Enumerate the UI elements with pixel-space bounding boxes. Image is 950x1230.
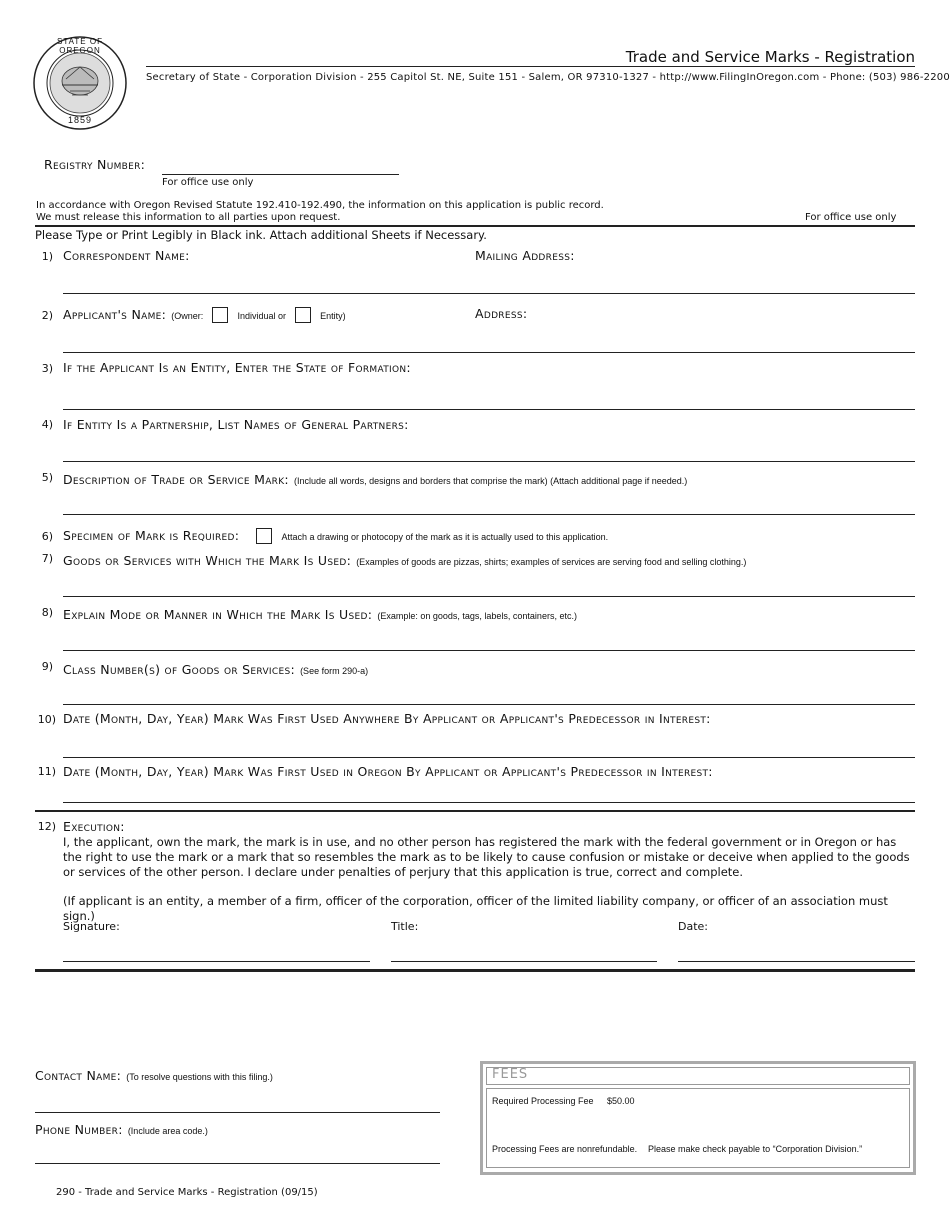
individual-checkbox[interactable]: [212, 307, 228, 323]
correspondent-name-label: Correspondent Name:: [63, 248, 190, 263]
contact-name-field[interactable]: [35, 1112, 440, 1113]
statute-line-2: We must release this information to all parties upon request.: [36, 212, 341, 223]
description-row: [63, 469, 687, 488]
title-label: Title:: [391, 920, 419, 933]
entity-checkbox[interactable]: [295, 307, 311, 323]
item-10-number: 10): [37, 713, 56, 726]
item-3-number: 3): [41, 362, 53, 375]
execution-top-rule: [35, 810, 915, 812]
applicant-name-row: [63, 304, 346, 323]
class-number-field[interactable]: [63, 704, 915, 705]
description-label: Description of Trade or Service Mark:: [63, 472, 289, 487]
class-number-row: [63, 659, 368, 678]
title-field[interactable]: [391, 961, 657, 962]
phone-number-field[interactable]: [35, 1163, 440, 1164]
required-fee-amount: $50.00: [607, 1096, 635, 1106]
execution-label: Execution:: [63, 819, 125, 834]
statute-line-1: In accordance with Oregon Revised Statute 192.410-192.490, the information on this application is public record.: [36, 200, 604, 211]
specimen-checkbox[interactable]: [256, 528, 272, 544]
fees-payable: Please make check payable to “Corporation Division.”: [648, 1144, 863, 1154]
description-note: (Include all words, designs and borders that comprise the mark) (Attach additional page if needed.): [294, 476, 688, 486]
phone-number-note: (Include area code.): [127, 1126, 208, 1136]
item-6-number: 6): [41, 530, 53, 543]
signature-field[interactable]: [63, 961, 370, 962]
goods-services-label: Goods or Services with Which the Mark Is Used:: [63, 553, 352, 568]
general-partners-field[interactable]: [63, 461, 915, 462]
state-of-formation-label: If the Applicant Is an Entity, Enter the State of Formation:: [63, 360, 411, 375]
office-use-note: For office use only: [805, 212, 897, 223]
seal-top-text: STATE OF OREGON: [57, 37, 103, 55]
contact-name-label: Contact Name:: [35, 1068, 122, 1083]
oregon-seal: [32, 35, 128, 131]
item-1-number: 1): [41, 250, 53, 263]
owner-label: (Owner:: [171, 311, 204, 321]
registry-office-note: For office use only: [162, 177, 254, 188]
first-used-oregon-field[interactable]: [63, 802, 915, 803]
mode-manner-field[interactable]: [63, 650, 915, 651]
individual-label: Individual or: [237, 311, 286, 321]
first-used-anywhere-field[interactable]: [63, 757, 915, 758]
item-9-number: 9): [41, 660, 53, 673]
execution-signer-note: (If applicant is an entity, a member of a firm, officer of the corporation, officer of the limited liability company, or officer of an association must sign.): [63, 894, 888, 923]
fees-header-box: [486, 1067, 910, 1085]
mode-manner-note: (Example: on goods, tags, labels, containers, etc.): [377, 611, 577, 621]
item-5-number: 5): [41, 471, 53, 484]
form-title: Trade and Service Marks - Registration: [625, 48, 915, 66]
top-rule: [35, 225, 915, 227]
applicant-name-label: Applicant's Name:: [63, 307, 167, 322]
item-4-number: 4): [41, 418, 53, 431]
contact-name-note: (To resolve questions with this filing.): [126, 1072, 273, 1082]
title-rule: [146, 66, 915, 67]
class-number-note: (See form 290-a): [300, 666, 369, 676]
description-field[interactable]: [63, 514, 915, 515]
specimen-row: [63, 525, 608, 544]
item-7-number: 7): [41, 552, 53, 565]
registry-number-label: Registry Number:: [44, 157, 146, 172]
date-field[interactable]: [678, 961, 915, 962]
signature-label: Signature:: [63, 920, 120, 933]
form-footer: 290 - Trade and Service Marks - Registration (09/15): [56, 1187, 318, 1198]
applicant-field[interactable]: [63, 352, 915, 353]
item-2-number: 2): [41, 309, 53, 322]
item-11-number: 11): [37, 765, 56, 778]
class-number-label: Class Number(s) of Goods or Services:: [63, 662, 295, 677]
fees-header: FEES: [492, 1067, 529, 1082]
state-of-formation-field[interactable]: [63, 409, 915, 410]
specimen-label: Specimen of Mark is Required:: [63, 528, 240, 543]
office-address: Secretary of State - Corporation Division - 255 Capitol St. NE, Suite 151 - Salem, OR 97310-1327 - http://www.FilingInOregon.com - Phone: (503) 986-2200: [146, 72, 950, 83]
contact-name-row: [35, 1065, 273, 1084]
instructions: Please Type or Print Legibly in Black ink. Attach additional Sheets if Necessary.: [35, 228, 487, 242]
required-fee-label: Required Processing Fee: [492, 1096, 594, 1106]
general-partners-label: If Entity Is a Partnership, List Names of General Partners:: [63, 417, 409, 432]
correspondent-field[interactable]: [63, 293, 915, 294]
goods-services-note: (Examples of goods are pizzas, shirts; examples of services are serving food and selling clothing.): [356, 557, 747, 567]
mode-manner-row: [63, 604, 577, 623]
item-12-number: 12): [37, 820, 56, 833]
entity-label: Entity): [320, 311, 346, 321]
specimen-note: Attach a drawing or photocopy of the mark as it is actually used to this application.: [281, 532, 609, 542]
mode-manner-label: Explain Mode or Manner in Which the Mark Is Used:: [63, 607, 373, 622]
item-8-number: 8): [41, 606, 53, 619]
date-label: Date:: [678, 920, 708, 933]
first-used-anywhere-label: Date (Month, Day, Year) Mark Was First Used Anywhere By Applicant or Applicant's Predecessor in Interest:: [63, 711, 711, 726]
seal-year: 1859: [67, 115, 93, 125]
address-label: Address:: [475, 306, 528, 321]
execution-bottom-rule: [35, 969, 915, 972]
fees-nonrefundable: Processing Fees are nonrefundable.: [492, 1144, 638, 1154]
goods-services-row: [63, 550, 746, 569]
fees-box: [480, 1061, 916, 1175]
execution-statement: I, the applicant, own the mark, the mark is in use, and no other person has registered the mark with the federal government or in Oregon or has the right to use the mark or a mark that so resembles the mark as to be likely to cause confusion or mistake or deceive when applied to the goods or services of the other person. I declare under penalties of perjury that this application is true, correct and complete.: [63, 835, 910, 879]
phone-number-row: [35, 1119, 208, 1138]
mailing-address-label: Mailing Address:: [475, 248, 575, 263]
goods-services-field[interactable]: [63, 596, 915, 597]
phone-number-label: Phone Number:: [35, 1122, 123, 1137]
registry-number-field[interactable]: [162, 174, 399, 175]
first-used-oregon-label: Date (Month, Day, Year) Mark Was First Used in Oregon By Applicant or Applicant's Predecessor in Interest:: [63, 764, 713, 779]
